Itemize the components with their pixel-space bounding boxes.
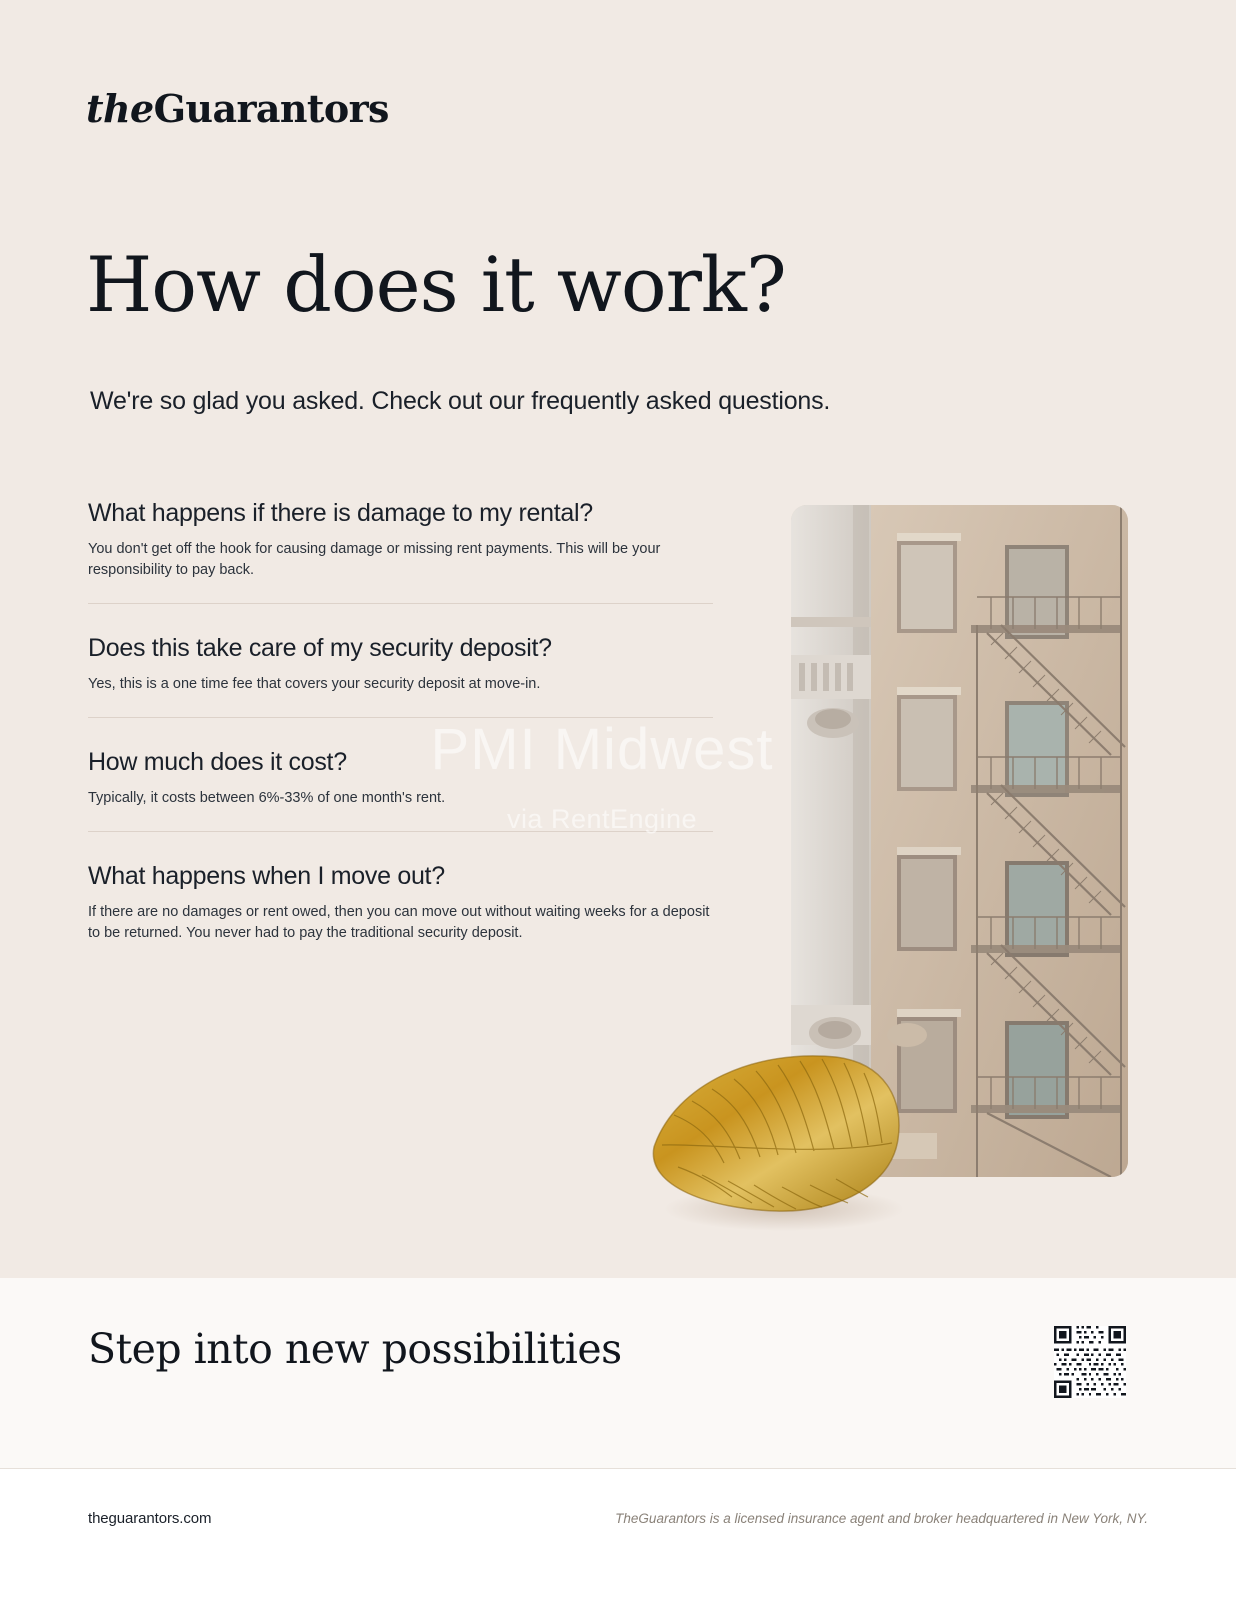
faq-answer: Yes, this is a one time fee that covers your security deposit at move-in. [88, 676, 541, 692]
footer-legal-text: TheGuarantors is a licensed insurance agent and broker headquartered in New York, NY. [615, 1511, 1148, 1526]
page-title: How does it work? [86, 240, 786, 329]
faq-answer: Typically, it costs between 6%-33% of one month's rent. [88, 790, 446, 806]
faq-question: What happens when I move out? [88, 862, 445, 890]
watermark-main: PMI Midwest [430, 717, 774, 782]
faq-list [88, 497, 713, 966]
faq-item [88, 860, 713, 966]
faq-item [88, 632, 713, 718]
brand-logo [86, 86, 389, 131]
footer-website-link[interactable]: theguarantors.com [88, 1510, 212, 1527]
cta-title: Step into new possibilities [88, 1325, 622, 1373]
faq-answer: If there are no damages or rent owed, then you can move out without waiting weeks for a deposit to be returned. You never had to pay the traditional security deposit. [88, 904, 710, 941]
gold-leaf-bowl [646, 1047, 910, 1233]
cta-band [0, 1278, 1236, 1469]
faq-answer: You don't get off the hook for causing damage or missing rent payments. This will be your responsibility to pay back. [88, 541, 661, 578]
faq-question: What happens if there is damage to my rental? [88, 499, 593, 527]
brand-logo-the: the [86, 86, 154, 131]
page-subtitle: We're so glad you asked. Check out our frequently asked questions. [90, 387, 831, 415]
footer [0, 1469, 1236, 1600]
faq-question: Does this take care of my security deposit? [88, 634, 552, 662]
qr-code[interactable] [1054, 1326, 1126, 1398]
brand-logo-name: Guarantors [153, 86, 389, 131]
watermark-sub: via RentEngine [506, 804, 698, 834]
faq-question: How much does it cost? [88, 748, 347, 776]
faq-item [88, 746, 713, 832]
faq-item [88, 497, 713, 604]
